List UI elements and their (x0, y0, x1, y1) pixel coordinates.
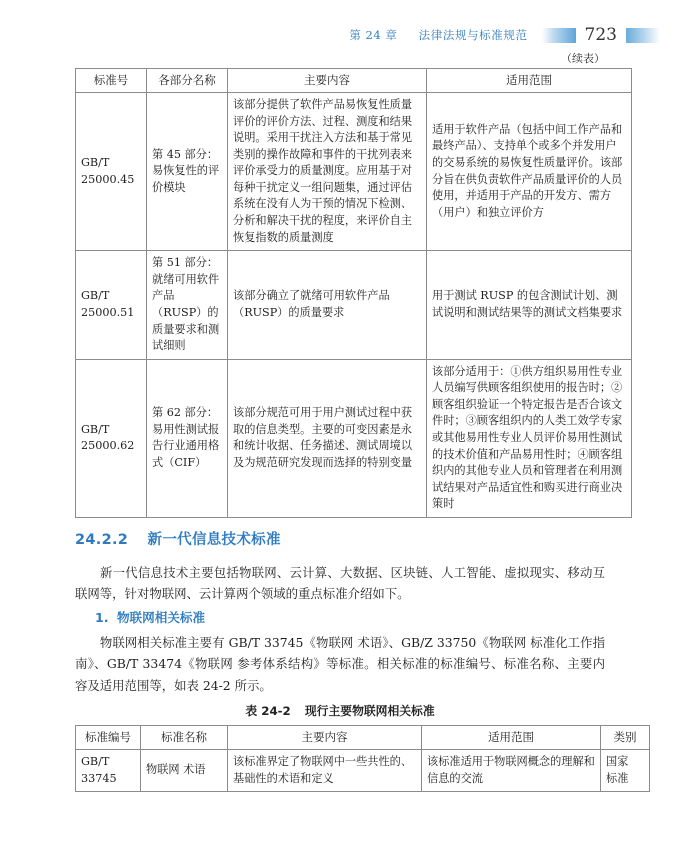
cell-code-line2: 33745 (81, 771, 117, 785)
cell-main: 该部分提供了软件产品易恢复性质量评价的评价方法、过程、测度和结果说明。采用干扰注入方法和基于常见类别的操作故障和事件的干扰列表来评价承受力的质量测度。应用基于对每种干扰定义一组问题集，通过评估系统在没有人为干预的情况下检测、分析和解决干扰的程度，来评价自主恢复指数的质量测度 (228, 93, 427, 251)
header-gradient-bar-right (626, 28, 660, 43)
table-header-row (76, 726, 650, 750)
cell-part: 第 51 部分：就绪可用软件产品（RUSP）的质量要求和测试细则 (147, 251, 228, 359)
column-header-code: 标准号 (76, 69, 147, 93)
column-header-scope: 适用范围 (427, 69, 632, 93)
continued-table-note: （续表） (561, 52, 605, 65)
cell-part: 第 62 部分：易用性测试报告行业通用格式（CIF） (147, 359, 228, 517)
cell-code-line1: GB/T (81, 755, 110, 769)
table-caption-number: 表 24-2 (245, 704, 291, 718)
cell-code-line2: 25000.62 (81, 439, 135, 453)
table-top (75, 68, 632, 518)
table-header-row (76, 69, 632, 93)
column-header-code: 标准编号 (76, 726, 141, 750)
column-header-main: 主要内容 (228, 726, 422, 750)
cell-name: 物联网 术语 (141, 750, 228, 792)
chapter-number: 第 24 章 (349, 28, 398, 42)
cell-scope: 该部分适用于：①供方组织易用性专业人员编写供顾客组织使用的报告时；②顾客组织验证一个特定报告是否合该文件时；③顾客组织内的人类工效学专家或其他易用性专业人员评价易用性测试的技术价值和产品易用性时；④顾客组织内的其他专业人员和管理者在利用测试结果对产品适宜性和购买进行商业决策时 (427, 359, 632, 517)
column-header-main: 主要内容 (228, 69, 427, 93)
table-row (76, 93, 632, 251)
chapter-title: 法律法规与标准规范 (418, 28, 528, 42)
cell-code-line1: GB/T (81, 289, 110, 303)
table-row (76, 750, 650, 792)
subsection-heading (95, 607, 205, 626)
cell-main: 该部分确立了就绪可用软件产品（RUSP）的质量要求 (228, 251, 427, 359)
iot-standards-table (75, 725, 650, 792)
cell-code (76, 93, 147, 251)
table-row (76, 359, 632, 517)
subsection-title: 物联网相关标准 (116, 610, 206, 625)
cell-code-line1: GB/T (81, 156, 110, 170)
column-header-scope: 适用范围 (422, 726, 601, 750)
cell-code-line1: GB/T (81, 422, 110, 436)
page-number: 723 (584, 24, 617, 45)
paragraph-iot-text: 物联网相关标准主要有 GB/T 33745《物联网 术语》、GB/Z 33750《物联网 标准化工作指南》、GB/T 33474《物联网 参考体系结构》等标准。相关标准的标准编号、标准名称、主要内容及适用范围等，如表 24-2 所示。 (75, 635, 605, 693)
paragraph-intro-text: 新一代信息技术主要包括物联网、云计算、大数据、区块链、人工智能、虚拟现实、移动互联网等，针对物联网、云计算两个领域的重点标准介绍如下。 (75, 565, 605, 602)
header-gradient-bar-left (542, 28, 576, 43)
section-heading (75, 528, 281, 549)
cell-main: 该标准界定了物联网中一些共性的、基础性的术语和定义 (228, 750, 422, 792)
table-bottom (75, 725, 650, 792)
cell-code (76, 359, 147, 517)
paragraph-intro (75, 562, 605, 605)
standards-table-continued (75, 68, 632, 518)
section-title: 新一代信息技术标准 (147, 532, 281, 548)
cell-scope: 适用于软件产品（包括中间工作产品和最终产品）、支持单个或多个并发用户的交易系统的易恢复性质量评价。该部分旨在供负责软件产品质量评价的人员使用，并适用于产品的开发方、需方（用户）和独立评价方 (427, 93, 632, 251)
cell-code (76, 251, 147, 359)
column-header-part: 各部分名称 (147, 69, 228, 93)
table-row (76, 251, 632, 359)
cell-code-line2: 25000.51 (81, 305, 135, 319)
cell-main: 该部分规范可用于用户测试过程中获取的信息类型。主要的可变因素是永和统计收据、任务描述、测试周境以及为规范研究发现而选择的特别变量 (228, 359, 427, 517)
cell-kind-line2: 标准 (606, 771, 629, 785)
table-caption-title: 现行主要物联网相关标准 (304, 704, 435, 718)
cell-kind-line1: 国家 (606, 755, 629, 769)
table-caption (75, 702, 605, 719)
cell-part: 第 45 部分：易恢复性的评价模块 (147, 93, 228, 251)
column-header-name: 标准名称 (141, 726, 228, 750)
cell-scope: 用于测试 RUSP 的包含测试计划、测试说明和测试结果等的测试文档集要求 (427, 251, 632, 359)
cell-scope: 该标准适用于物联网概念的理解和信息的交流 (422, 750, 601, 792)
cell-code-line2: 25000.45 (81, 172, 135, 186)
paragraph-iot (75, 632, 605, 696)
subsection-number: 1. (95, 610, 109, 625)
running-head (75, 22, 660, 48)
running-head-title (349, 27, 527, 43)
cell-kind (601, 750, 650, 792)
section-number: 24.2.2 (75, 532, 129, 548)
cell-code (76, 750, 141, 792)
column-header-kind: 类别 (601, 726, 650, 750)
